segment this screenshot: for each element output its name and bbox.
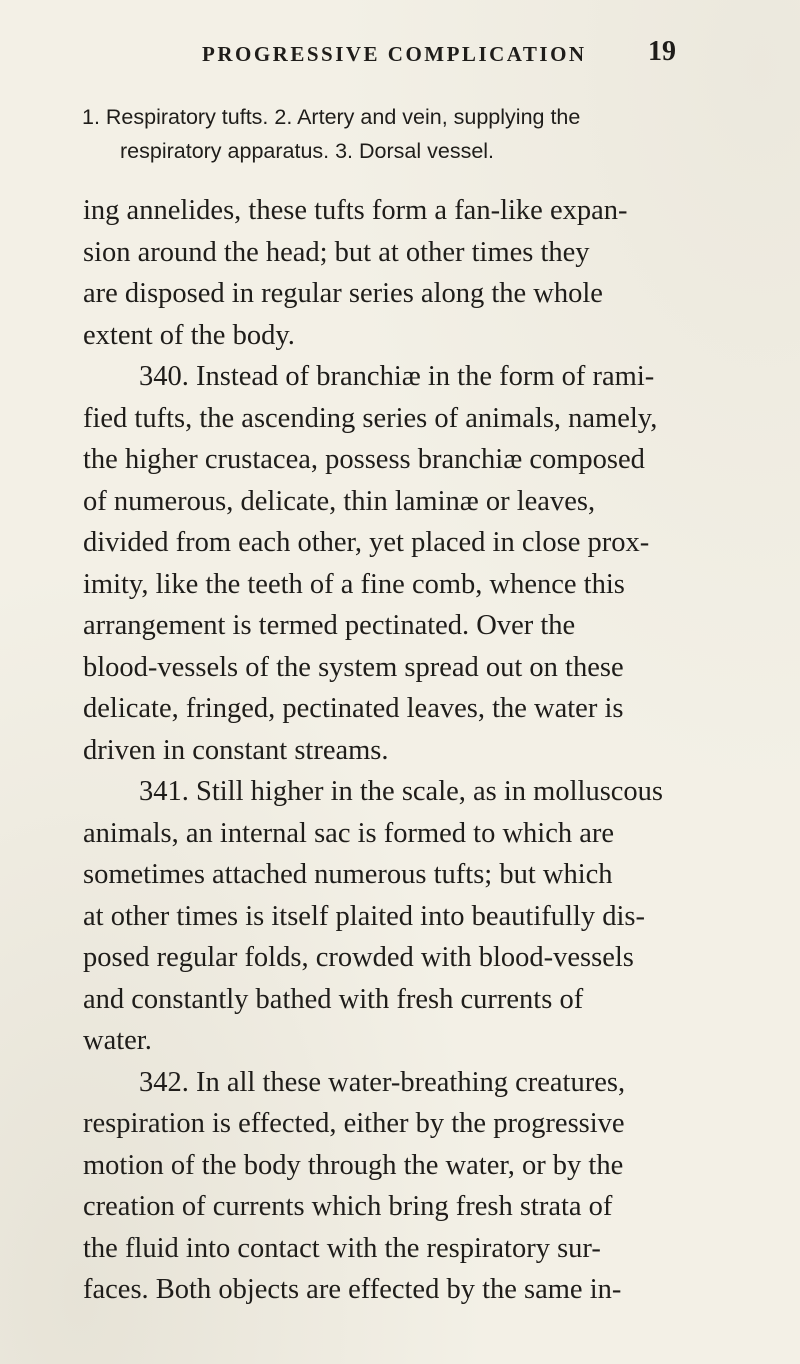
text-line: imity, like the teeth of a fine comb, whence this [83, 568, 625, 600]
text-line: sometimes attached numerous tufts; but which [83, 859, 613, 890]
text-line: are disposed in regular series along the whole [83, 278, 603, 309]
paragraph-340-start: 340. Instead of branchiæ in the form of rami- [139, 361, 655, 392]
paragraph-341-start: 341. Still higher in the scale, as in molluscous [139, 776, 664, 807]
text-line: of numerous, delicate, thin laminæ or leaves, [83, 485, 596, 517]
caption-line: respiratory apparatus. 3. Dorsal vessel. [120, 139, 495, 163]
paragraph-342-start: 342. In all these water-breathing creatures, [139, 1066, 626, 1098]
text-line: extent of the body. [83, 319, 295, 351]
page-number: 19 [648, 36, 676, 67]
text-line: and constantly bathed with fresh currents of [83, 983, 584, 1015]
text-line: sion around the head; but at other times they [83, 236, 590, 268]
text-line: blood-vessels of the system spread out on these [83, 651, 624, 683]
text-line: faces. Both objects are effected by the same in- [83, 1274, 622, 1305]
text-line: arrangement is termed pectinated. Over the [83, 610, 576, 641]
text-line: motion of the body through the water, or by the [83, 1149, 624, 1181]
text-line: respiration is effected, either by the progressive [83, 1108, 625, 1139]
text-line: fied tufts, the ascending series of animals, namely, [83, 402, 658, 434]
text-line: posed regular folds, crowded with blood-vessels [83, 942, 634, 973]
text-line: driven in constant streams. [83, 734, 389, 766]
text-line: the fluid into contact with the respiratory sur- [83, 1232, 601, 1264]
text-line: the higher crustacea, possess branchiæ composed [83, 444, 645, 475]
text-line: delicate, fringed, pectinated leaves, the water is [83, 693, 624, 724]
text-line: divided from each other, yet placed in close prox- [83, 527, 650, 558]
text-line: at other times is itself plaited into beautifully dis- [83, 900, 645, 932]
body-text [83, 190, 723, 1311]
text-line: creation of currents which bring fresh strata of [83, 1191, 613, 1222]
caption-line: 1. Respiratory tufts. 2. Artery and vein, supplying the [82, 105, 581, 129]
text-line: water. [83, 1025, 152, 1056]
text-line: ing annelides, these tufts form a fan-like expan- [83, 195, 628, 226]
figure-caption [82, 100, 722, 168]
text-line: animals, an internal sac is formed to which are [83, 817, 615, 849]
running-head-title: PROGRESSIVE COMPLICATION [202, 42, 587, 66]
